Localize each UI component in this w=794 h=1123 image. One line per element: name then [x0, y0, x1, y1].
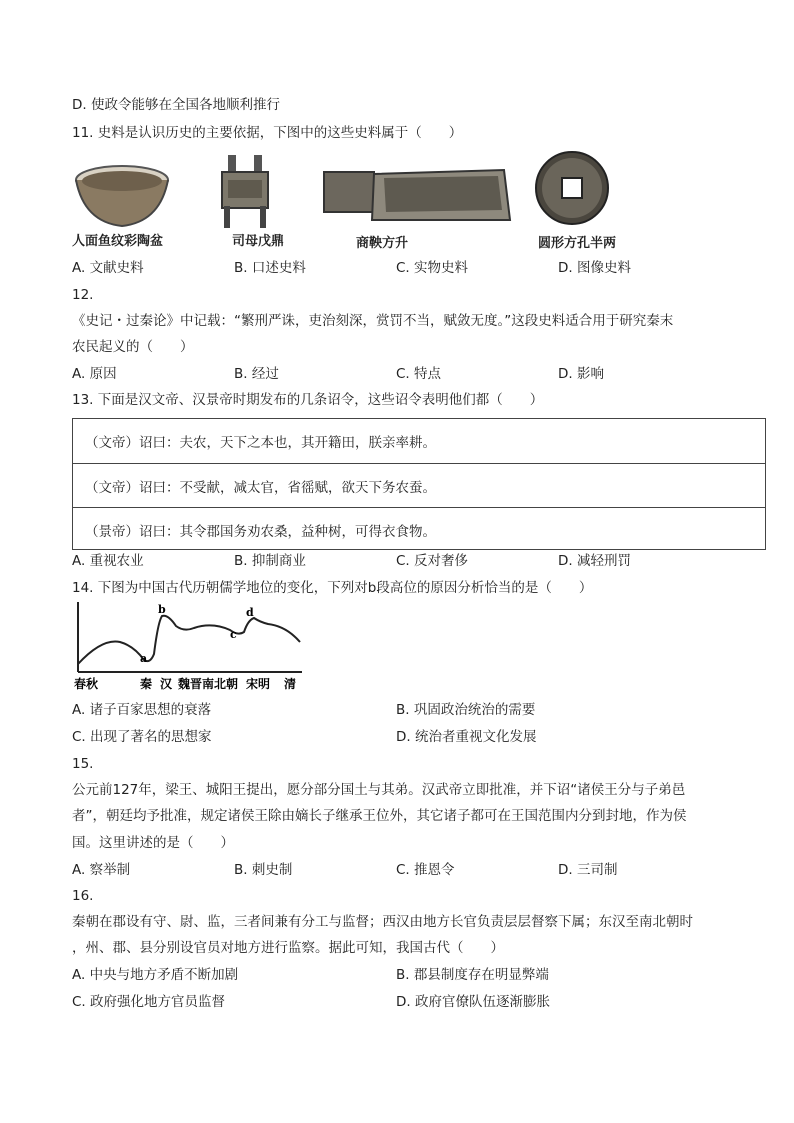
bronze-ding-icon	[222, 155, 268, 228]
q13-decree-3: （景帝）诏曰：其令郡国务劝农桑，益种树，可得衣食物。	[85, 524, 436, 540]
q15-number: 15.	[72, 756, 94, 772]
q15-stem-line3: 国。这里讲述的是（ ）	[72, 835, 234, 851]
q14-option-b: B. 巩固政治统治的需要	[396, 702, 536, 718]
q13-decree-2: （文帝）诏曰：不受献，减太官，省徭赋，欲天下务农蚕。	[85, 480, 436, 496]
q16-number: 16.	[72, 888, 94, 904]
q15-stem-line2: 者”，朝廷均予批准，规定诸侯王除由嫡长子继承王位外，其它诸子都可在王国范围内分到封地，作为侯	[72, 808, 687, 824]
q12-option-c: C. 特点	[396, 366, 442, 382]
q12-stem-line2: 农民起义的（ ）	[72, 339, 194, 355]
point-label-d: d	[246, 606, 254, 619]
q13-decree-row-3	[73, 507, 765, 552]
q13-decree-table	[72, 418, 766, 550]
q14-confucianism-chart	[72, 602, 312, 694]
q11-caption-3: 商鞅方升	[356, 236, 409, 251]
q12-option-a: A. 原因	[72, 366, 117, 382]
q14-option-a: A. 诸子百家思想的衰落	[72, 702, 212, 718]
q13-option-c: C. 反对奢侈	[396, 553, 469, 569]
q11-option-d: D. 图像史料	[558, 260, 631, 276]
q13-option-b: B. 抑制商业	[234, 553, 306, 569]
x-tick-label-2: 秦	[140, 677, 153, 691]
q16-stem-line2: ，州、郡、县分别设官员对地方进行监察。据此可知，我国古代（ ）	[72, 940, 504, 956]
pottery-basin-icon	[76, 166, 168, 226]
q14-option-c: C. 出现了著名的思想家	[72, 729, 212, 745]
q15-option-c: C. 推恩令	[396, 862, 455, 878]
q11-stem: 11. 史料是认识历史的主要依据，下图中的这些史料属于（ ）	[72, 125, 463, 141]
q11-caption-1: 人面鱼纹彩陶盆	[72, 234, 164, 249]
q15-stem-line1: 公元前127年，梁王、城阳王提出，愿分部分国土与其弟。汉武帝立即批准，并下诏“诸侯王分与子弟邑	[72, 782, 686, 798]
coin-icon	[536, 152, 608, 224]
q14-option-d: D. 统治者重视文化发展	[396, 729, 537, 745]
q13-option-d: D. 减轻刑罚	[558, 553, 631, 569]
q11-caption-4: 圆形方孔半两	[538, 236, 617, 251]
q13-stem: 13. 下面是汉文帝、汉景帝时期发布的几条诏令，这些诏令表明他们都（ ）	[72, 392, 544, 408]
q15-option-a: A. 察举制	[72, 862, 131, 878]
point-label-b: b	[158, 603, 166, 616]
square-measure-icon	[324, 170, 510, 220]
x-tick-label-5: 宋明	[246, 677, 271, 691]
q11-option-b: B. 口述史料	[234, 260, 306, 276]
q13-option-a: A. 重视农业	[72, 553, 144, 569]
q16-option-b: B. 郡县制度存在明显弊端	[396, 967, 549, 983]
x-tick-label-6: 清	[284, 677, 297, 691]
q16-option-c: C. 政府强化地方官员监督	[72, 994, 226, 1010]
q13-decree-row-1	[73, 419, 765, 463]
q13-decree-1: （文帝）诏曰：夫农，天下之本也，其开籍田，朕亲率耕。	[85, 435, 436, 451]
q12-number: 12.	[72, 287, 94, 303]
x-tick-label-1: 春秋	[74, 677, 99, 691]
q16-option-d: D. 政府官僚队伍逐渐膨胀	[396, 994, 550, 1010]
q15-option-d: D. 三司制	[558, 862, 618, 878]
confucianism-status-line	[78, 616, 300, 664]
q12-option-b: B. 经过	[234, 366, 279, 382]
x-tick-label-3: 汉	[160, 677, 173, 691]
q12-stem-line1: 《史记・过秦论》中记载：“繁刑严诛，吏治刻深，赏罚不当，赋敛无度。”这段史料适合用于研究秦末	[72, 313, 674, 329]
point-label-c: c	[230, 628, 237, 641]
x-tick-label-4: 魏晋南北朝	[178, 677, 239, 691]
q11-option-c: C. 实物史料	[396, 260, 469, 276]
point-label-a: a	[140, 652, 148, 665]
q11-caption-2: 司母戊鼎	[232, 234, 285, 249]
q15-option-b: B. 刺史制	[234, 862, 293, 878]
q16-stem-line1: 秦朝在郡设有守、尉、监，三者间兼有分工与监督；西汉由地方长官负责层层督察下属；东汉至南北朝时	[72, 914, 693, 930]
q11-option-a: A. 文献史料	[72, 260, 144, 276]
q16-option-a: A. 中央与地方矛盾不断加剧	[72, 967, 239, 983]
q10-option-d: D. 使政令能够在全国各地顺利推行	[72, 97, 280, 113]
q13-decree-row-2	[73, 463, 765, 508]
q12-option-d: D. 影响	[558, 366, 604, 382]
q14-stem: 14. 下图为中国古代历朝儒学地位的变化，下列对b段高位的原因分析恰当的是（ ）	[72, 580, 593, 596]
